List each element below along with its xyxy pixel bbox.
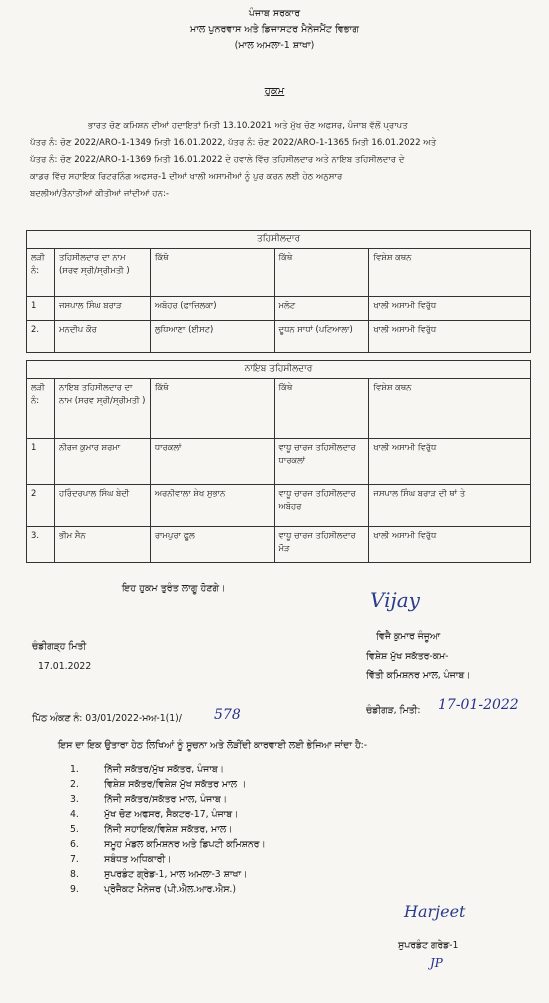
table-cell: ਖਾਲੀ ਅਸਾਮੀ ਵਿਰੁੱਧ — [369, 439, 531, 485]
intro-line: ਕਾਡਰ ਵਿੱਚ ਸਹਾਇਕ ਰਿਟਰਨਿੰਗ ਅਫਸਰ-1 ਦੀਆਂ ਖਾਲੀ ਅਸਾਮੀਆਂ ਨੂੰ ਪੁਰ ਕਰਨ ਲਈ ਹੇਠ ਅਨੁਸਾਰ — [30, 172, 343, 182]
table-cell: ਮਲੋਟ — [274, 297, 369, 321]
tehsildar-table — [26, 230, 531, 353]
dept-line-2: ਮਾਲ ਪੁਨਰਵਾਸ ਅਤੇ ਡਿਜਾਸਟਰ ਮੈਨੇਜਮੈਂਟ ਵਿਭਾਗ — [189, 24, 360, 35]
intro-line: ਪੱਤਰ ਨੰ: ਚੋਣ 2022/ARO-1-1369 ਮਿਤੀ 16.01.2022 ਦੇ ਹਵਾਲੇ ਵਿੱਚ ਤਹਿਸੀਲਦਾਰ ਅਤੇ ਨਾਇਬ ਤਹਿਸੀਲਦਾਰ ਦੇ — [30, 155, 405, 165]
table-cell: 2 — [27, 485, 55, 527]
table-header-row — [27, 249, 531, 297]
recipient-list — [70, 762, 266, 897]
table-row — [27, 485, 531, 527]
effect-statement: ਇਹ ਹੁਕਮ ਤੁਰੰਤ ਲਾਗੂ ਹੋਣਗੇ। — [122, 583, 226, 594]
table-cell: 1 — [27, 439, 55, 485]
superintendent-signature: Harjeet — [404, 902, 466, 921]
list-item: 1. ਨਿੱਜੀ ਸਕੱਤਰ/ਮੁੱਖ ਸਕੱਤਰ, ਪੰਜਾਬ। — [70, 764, 224, 775]
table-cell: ਖਾਲੀ ਅਸਾਮੀ ਵਿਰੁੱਧ — [369, 527, 531, 563]
superintendent-designation: ਸੁਪਰਡੰਟ ਗਰੇਡ-1 — [398, 940, 459, 951]
officer-name: ਵਿਜੈ ਕੁਮਾਰ ਜੰਜੂਆ — [376, 631, 440, 642]
table-cell: ਅਬੋਹਰ (ਫਾਜ਼ਿਲਕਾ) — [150, 297, 274, 321]
dept-line-3: (ਮਾਲ ਅਮਲਾ-1 ਸ਼ਾਖਾ) — [234, 40, 315, 51]
list-item: 8. ਸੁਪਰਡੰਟ ਗ੍ਰੇਡ-1, ਮਾਲ ਅਮਲਾ-3 ਸ਼ਾਖਾ। — [70, 869, 248, 880]
table-title: ਤਹਿਸੀਲਦਾਰ — [27, 231, 531, 249]
list-item: 3. ਨਿੱਜੀ ਸਕੱਤਰ/ਸਕੱਤਰ ਮਾਲ, ਪੰਜਾਬ। — [70, 794, 227, 805]
table-cell: ਖਾਲੀ ਅਸਾਮੀ ਵਿਰੁੱਧ — [369, 321, 531, 353]
endorsement-date-label: ਚੰਡੀਗੜ, ਮਿਤੀ: — [366, 705, 421, 716]
order-title: ਹੁਕਮ — [264, 86, 285, 97]
table-header-row — [27, 379, 531, 439]
dept-line-1: ਪੰਜਾਬ ਸਰਕਾਰ — [248, 8, 301, 19]
column-header: ਕਿੱਥੋ — [150, 249, 274, 297]
table-cell: 1 — [27, 297, 55, 321]
column-header: ਕਿੱਥੋ — [150, 379, 274, 439]
list-item: 9. ਪ੍ਰੋਜੈਕਟ ਮੈਨੇਜਰ (ਪੀ.ਐਲ.ਆਰ.ਐਸ.) — [70, 884, 236, 895]
list-item: 7. ਸਬੰਧਤ ਅਧਿਕਾਰੀ। — [70, 854, 172, 865]
intro-line: ਪੱਤਰ ਨੰ: ਚੋਣ 2022/ARO-1-1349 ਮਿਤੀ 16.01.2022, ਪੱਤਰ ਨੰ: ਚੋਣ 2022/ARO-1-1365 ਮਿਤੀ 16.01.2022 ਅਤੇ — [30, 138, 437, 148]
superintendent-initials: JP — [430, 956, 443, 970]
table-cell: ਵਾਧੂ ਚਾਰਜ ਤਹਿਸੀਲਦਾਰ ਮੌੜ — [274, 527, 369, 563]
officer-designation: ਵਿੱਤੀ ਕਮਿਸ਼ਨਰ ਮਾਲ, ਪੰਜਾਬ। — [366, 670, 471, 681]
table-cell: ਅਰਨੀਵਾਲਾ ਸ਼ੇਖ ਸੁਭਾਨ — [150, 485, 274, 527]
list-item: 5. ਨਿੱਜੀ ਸਹਾਇਕ/ਵਿਸ਼ੇਸ਼ ਸਕੱਤਰ, ਮਾਲ। — [70, 824, 233, 835]
list-item: 6. ਸਮੂਹ ਮੰਡਲ ਕਮਿਸ਼ਨਰ ਅਤੇ ਡਿਪਟੀ ਕਮਿਸ਼ਨਰ। — [70, 839, 266, 850]
column-header: ਕਿੱਥੇ — [274, 249, 369, 297]
place-date-label: ਚੰਡੀਗੜ੍ਹ ਮਿਤੀ — [32, 641, 87, 652]
officer-signature: Vijay — [370, 588, 420, 612]
column-header: ਤਹਿਸੀਲਦਾਰ ਦਾ ਨਾਮ (ਸਰਵ ਸ੍ਰੀ/ਸ੍ਰੀਮਤੀ ) — [54, 249, 150, 297]
table-title: ਨਾਇਬ ਤਹਿਸੀਲਦਾਰ — [27, 361, 531, 379]
table-cell: ਹਰਿੰਦਰਪਾਲ ਸਿੰਘ ਬੇਦੀ — [54, 485, 150, 527]
intro-line: ਭਾਰਤ ਚੋਣ ਕਮਿਸ਼ਨ ਦੀਆਂ ਹਦਾਇਤਾਂ ਮਿਤੀ 13.10.2021 ਅਤੇ ਮੁੱਖ ਚੋਣ ਅਫਸਰ, ਪੰਜਾਬ ਵੱਲੋਂ ਪ੍ਰਾਪਤ — [88, 121, 408, 131]
naib-tehsildar-table — [26, 360, 531, 563]
intro-line: ਬਦਲੀਆਂ/ਤੈਨਾਤੀਆਂ ਕੀਤੀਆਂ ਜਾਂਦੀਆਂ ਹਨ:- — [30, 189, 169, 199]
table-cell: ਮਨਦੀਪ ਕੌਰ — [54, 321, 150, 353]
table-cell: 2. — [27, 321, 55, 353]
column-header: ਕਿੱਥੇ — [274, 379, 369, 439]
endorsement-date-handwritten: 17-01-2022 — [438, 697, 519, 713]
table-cell: ਵਾਧੂ ਚਾਰਜ ਤਹਿਸੀਲਦਾਰ ਧਾਰਕਲਾਂ — [274, 439, 369, 485]
table-cell: ਜਸਪਾਲ ਸਿੰਘ ਬਰਾੜ ਦੀ ਥਾਂ ਤੇ — [369, 485, 531, 527]
table-cell: ਧਾਰਕਲਾਂ — [150, 439, 274, 485]
intro-paragraph — [30, 118, 530, 203]
table-row — [27, 321, 531, 353]
table-cell: ਰਾਮਪੁਰਾ ਫੂਲ — [150, 527, 274, 563]
copy-forward-line: ਇਸ ਦਾ ਇਕ ਉਤਾਰਾ ਹੇਠ ਲਿਖਿਆਂ ਨੂੰ ਸੂਚਨਾ ਅਤੇ ਲੋੜੀਂਦੀ ਕਾਰਵਾਈ ਲਈ ਭੇਜਿਆ ਜਾਂਦਾ ਹੈ:- — [58, 740, 368, 751]
table-cell: ਖਾਲੀ ਅਸਾਮੀ ਵਿਰੁੱਧ — [369, 297, 531, 321]
table-cell: ਲੁਧਿਆਣਾ (ਈਸਟ) — [150, 321, 274, 353]
column-header: ਲੜੀ ਨੰ: — [27, 249, 55, 297]
officer-designation: ਵਿਸ਼ੇਸ਼ ਮੁੱਖ ਸਕੱਤਰ-ਕਮ- — [366, 651, 449, 662]
table-cell: ਦੂਧਨ ਸਾਧਾਂ (ਪਟਿਆਲਾ) — [274, 321, 369, 353]
table-cell: 3. — [27, 527, 55, 563]
table-row — [27, 527, 531, 563]
table-cell: ਵਾਧੂ ਚਾਰਜ ਤਹਿਸੀਲਦਾਰ ਅਬੋਹਰ — [274, 485, 369, 527]
list-item: 4. ਮੁੱਖ ਚੋਣ ਅਫਸਰ, ਸੈਕਟਰ-17, ਪੰਜਾਬ। — [70, 809, 239, 820]
column-header: ਵਿਸ਼ੇਸ਼ ਕਥਨ — [369, 379, 531, 439]
column-header: ਨਾਇਬ ਤਹਿਸੀਲਦਾਰ ਦਾ ਨਾਮ (ਸਰਵ ਸ੍ਰੀ/ਸ੍ਰੀਮਤੀ ) — [54, 379, 150, 439]
endorsement-number-handwritten: 578 — [214, 707, 241, 723]
table-cell: ਭੀਮ ਸੈਨ — [54, 527, 150, 563]
column-header: ਲੜੀ ਨੰ: — [27, 379, 55, 439]
table-row — [27, 297, 531, 321]
table-cell: ਨੀਰਜ ਕੁਮਾਰ ਸ਼ਰਮਾ — [54, 439, 150, 485]
table-row — [27, 439, 531, 485]
list-item: 2. ਵਿਸ਼ੇਸ਼ ਸਕੱਤਰ/ਵਿਸ਼ੇਸ਼ ਮੁੱਖ ਸਕੱਤਰ ਮਾਲ । — [70, 779, 247, 790]
table-cell: ਜਸਪਾਲ ਸਿੰਘ ਬਰਾੜ — [54, 297, 150, 321]
order-date: 17.01.2022 — [38, 661, 92, 672]
column-header: ਵਿਸ਼ੇਸ਼ ਕਥਨ — [369, 249, 531, 297]
endorsement-number: ਪਿੱਠ ਅੰਕਣ ਨੰ: 03/01/2022-ਮਅ-1(1)/ — [32, 713, 182, 724]
